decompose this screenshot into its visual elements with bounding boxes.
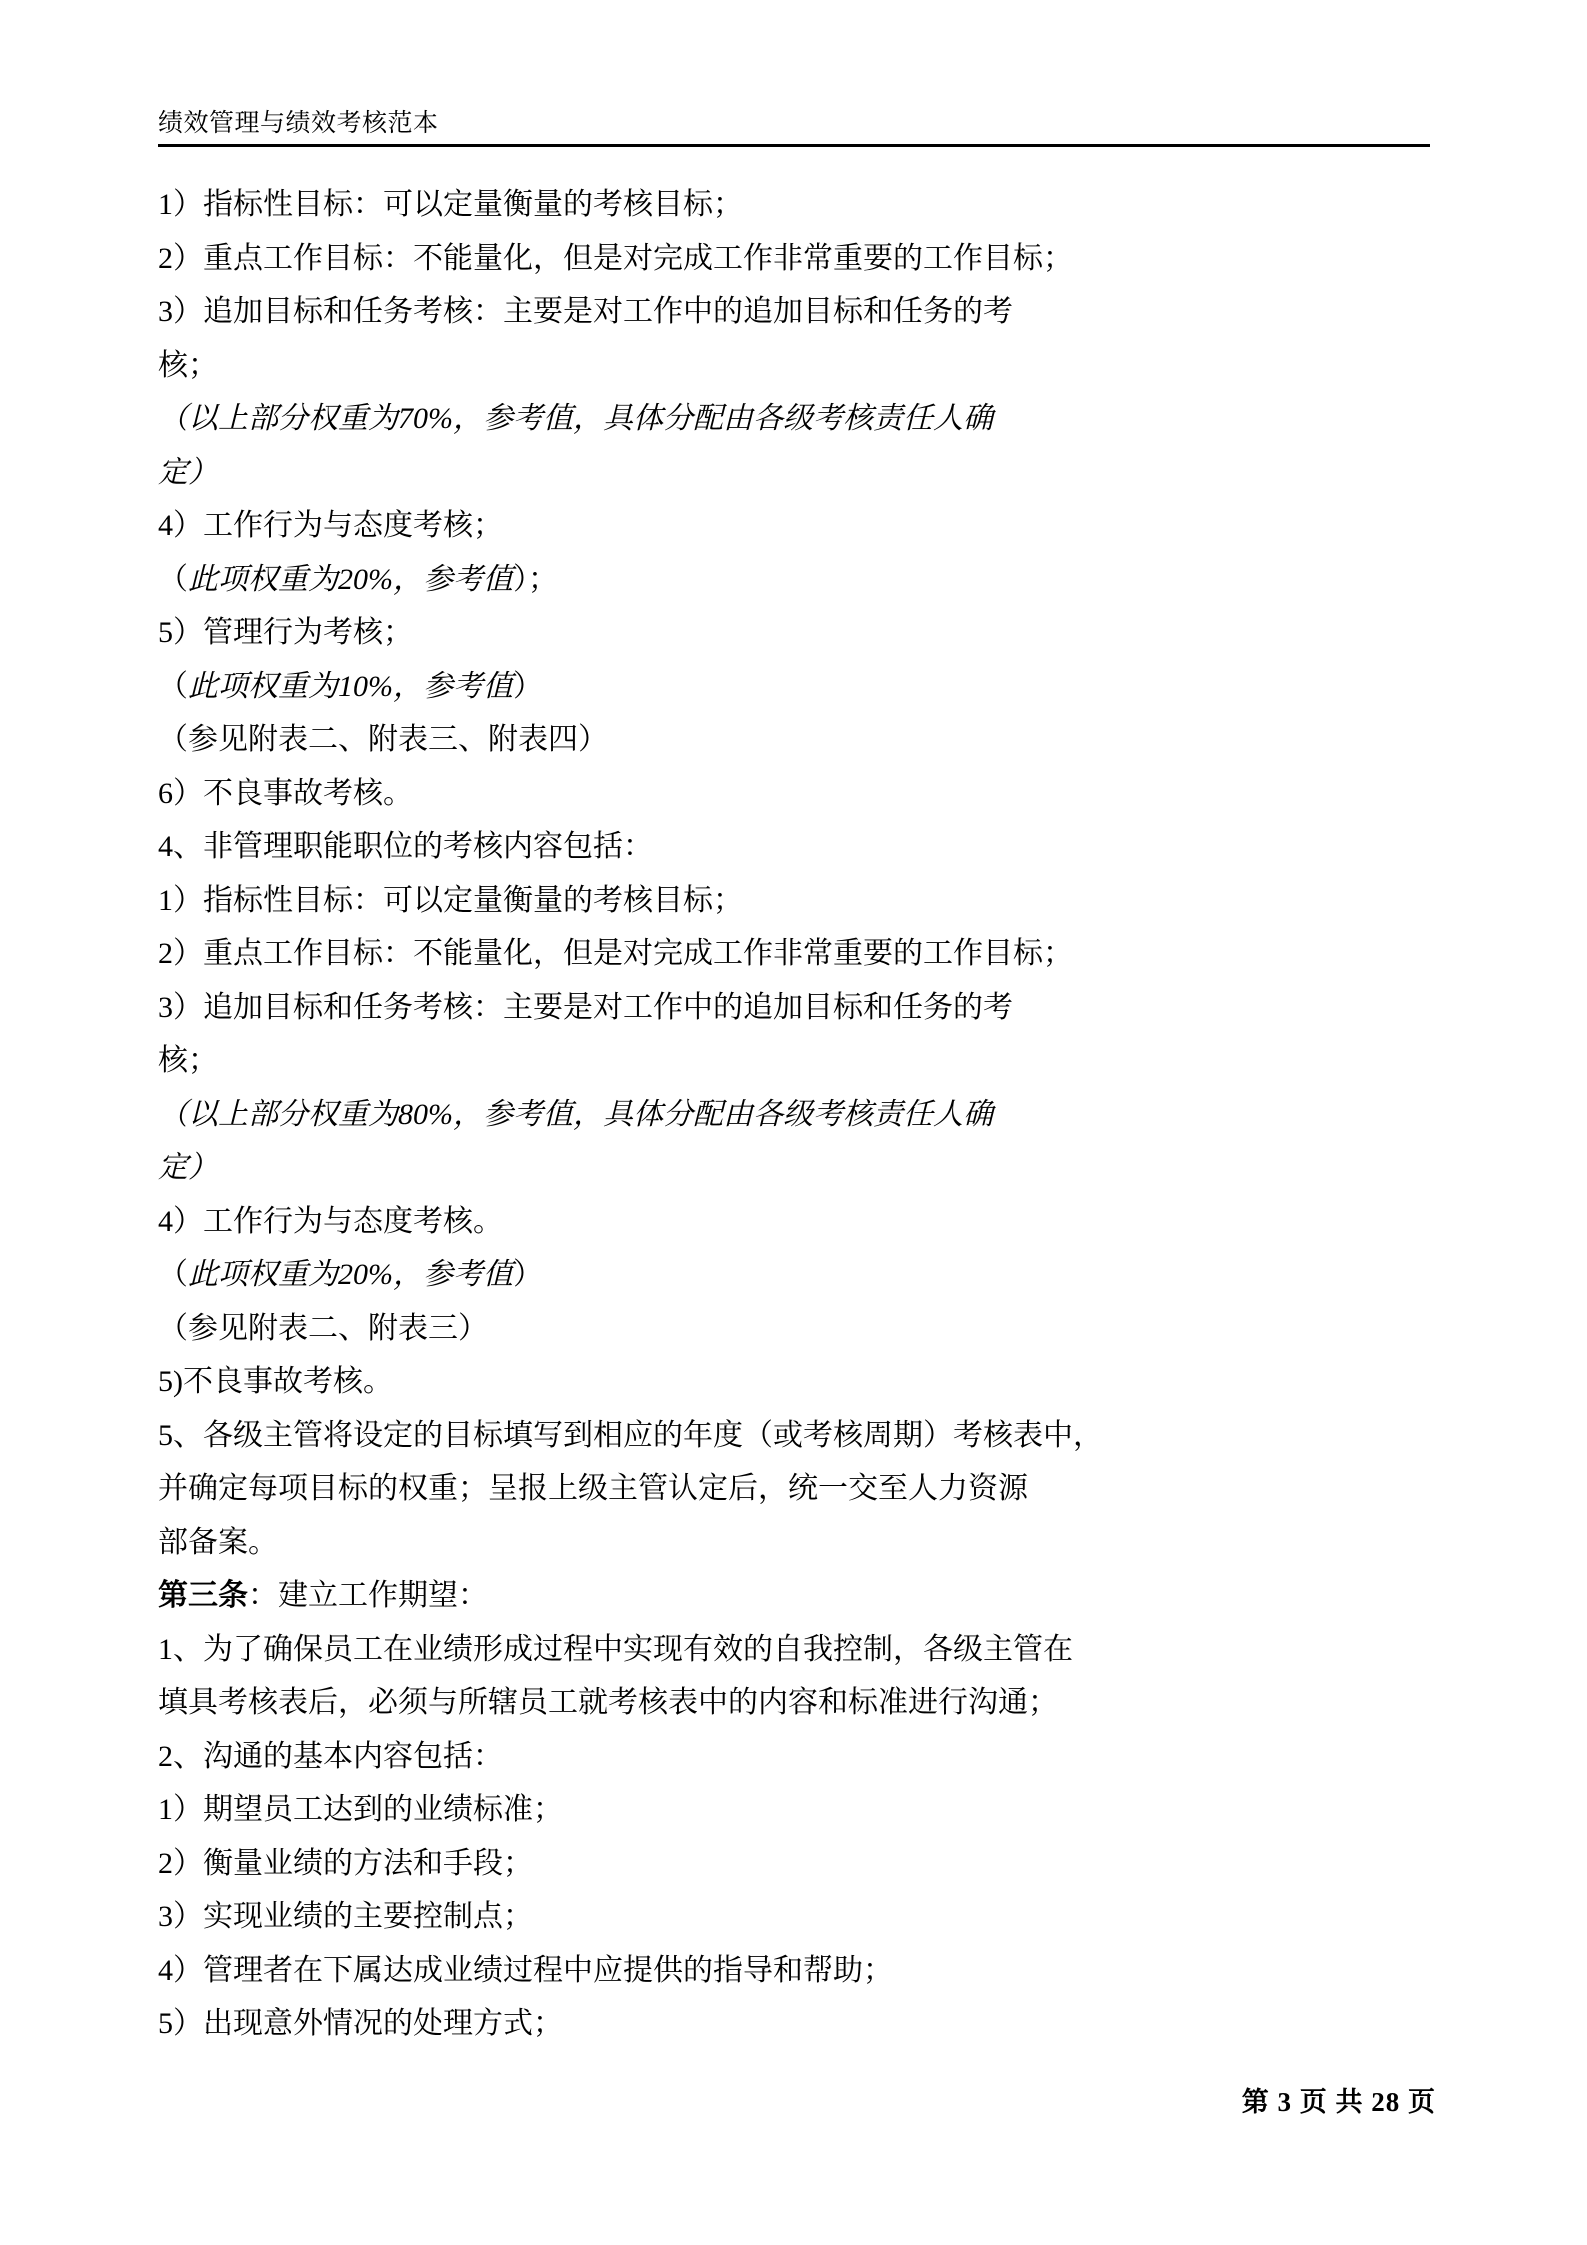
document-line: 核； xyxy=(158,348,218,382)
document-line: 部备案。 xyxy=(158,1525,278,1559)
document-line: 3）实现业绩的主要控制点； xyxy=(158,1900,533,1933)
document-line: 1）指标性目标：可以定量衡量的考核目标； xyxy=(158,883,743,917)
weight-note-text: 此项权重为20%，参考值 xyxy=(188,1258,513,1291)
header-divider xyxy=(158,144,1430,147)
document-line: 核； xyxy=(158,1044,218,1077)
document-line: 定） xyxy=(158,455,218,489)
document-line: （参见附表二、附表三） xyxy=(158,1311,488,1345)
document-line: 4、非管理职能职位的考核内容包括： xyxy=(158,830,653,863)
document-line: 5）出现意外情况的处理方式； xyxy=(158,2007,563,2040)
document-line: 4）工作行为与态度考核； xyxy=(158,509,503,542)
document-line: 3）追加目标和任务考核：主要是对工作中的追加目标和任务的考 xyxy=(158,990,1013,1024)
document-body xyxy=(158,178,1436,2051)
document-line: 6）不良事故考核。 xyxy=(158,776,413,810)
header-title: 绩效管理与绩效考核范本 xyxy=(158,110,439,137)
document-line: （以上部分权重为70%，参考值，具体分配由各级考核责任人确 xyxy=(158,402,993,435)
page-header xyxy=(158,108,1430,147)
weight-note-text: 此项权重为10%，参考值 xyxy=(188,669,513,703)
paren-open: （ xyxy=(158,562,188,596)
document-line: 5、各级主管将设定的目标填写到相应的年度（或考核周期）考核表中， xyxy=(158,1418,1103,1452)
document-line xyxy=(158,553,1436,607)
document-line: 1、为了确保员工在业绩形成过程中实现有效的自我控制，各级主管在 xyxy=(158,1632,1073,1666)
page-footer xyxy=(158,2085,1436,2119)
clause-title: ：建立工作期望： xyxy=(248,1579,488,1612)
document-line xyxy=(158,660,1436,714)
document-line: （参见附表二、附表三、附表四） xyxy=(158,723,608,756)
document-line: 2）衡量业绩的方法和手段； xyxy=(158,1846,533,1880)
document-line: 2）重点工作目标：不能量化，但是对完成工作非常重要的工作目标； xyxy=(158,241,1073,275)
document-line: 4）工作行为与态度考核。 xyxy=(158,1204,503,1238)
page-number-label: 第 3 页 共 28 页 xyxy=(1241,2087,1436,2117)
paren-close: ） xyxy=(513,1258,543,1291)
weight-note-text: 此项权重为20%，参考值 xyxy=(188,562,513,596)
document-line: 2）重点工作目标：不能量化，但是对完成工作非常重要的工作目标； xyxy=(158,937,1073,970)
document-line: 5）管理行为考核； xyxy=(158,616,413,649)
document-line: 5)不良事故考核。 xyxy=(158,1365,393,1398)
document-line: 1）指标性目标：可以定量衡量的考核目标； xyxy=(158,188,743,221)
document-line: 填具考核表后，必须与所辖员工就考核表中的内容和标准进行沟通； xyxy=(158,1686,1058,1719)
paren-open: （ xyxy=(158,1258,188,1291)
document-line: （以上部分权重为80%，参考值，具体分配由各级考核责任人确 xyxy=(158,1097,993,1131)
document-line: 4）管理者在下属达成业绩过程中应提供的指导和帮助； xyxy=(158,1953,893,1987)
document-line: 并确定每项目标的权重；呈报上级主管认定后，统一交至人力资源 xyxy=(158,1472,1028,1505)
paren-open: （ xyxy=(158,669,188,703)
document-line: 3）追加目标和任务考核：主要是对工作中的追加目标和任务的考 xyxy=(158,295,1013,328)
clause-number: 第三条 xyxy=(158,1579,248,1612)
paren-close: ） xyxy=(513,669,543,703)
document-line xyxy=(158,1248,1436,1302)
clause-heading xyxy=(158,1569,1436,1623)
document-line: 1）期望员工达到的业绩标准； xyxy=(158,1793,563,1826)
document-line: 定） xyxy=(158,1151,218,1184)
paren-close: ）； xyxy=(513,562,558,596)
document-line: 2、沟通的基本内容包括： xyxy=(158,1739,503,1773)
